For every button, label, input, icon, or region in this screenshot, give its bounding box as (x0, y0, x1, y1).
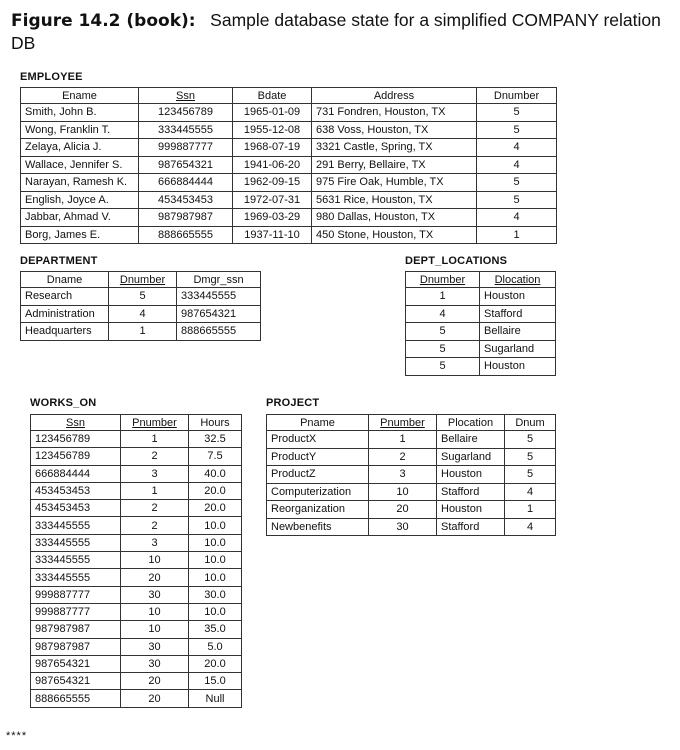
table-cell: Wong, Franklin T. (21, 121, 139, 139)
table-cell: 1965-01-09 (233, 104, 312, 122)
table-cell: 888665555 (31, 690, 121, 707)
table-row (267, 518, 556, 536)
table-cell: 2 (121, 500, 189, 517)
table-row (267, 483, 556, 501)
column-header (233, 88, 312, 104)
table-row (31, 690, 242, 707)
table-cell: 5 (505, 466, 556, 484)
table-cell: 5 (477, 174, 557, 192)
table-cell: 5 (477, 121, 557, 139)
table-cell: 975 Fire Oak, Humble, TX (312, 174, 477, 192)
table-cell: 453453453 (31, 500, 121, 517)
table-cell: 1955-12-08 (233, 121, 312, 139)
column-header-label: Ssn (176, 89, 195, 102)
table-row (406, 358, 556, 376)
table-cell: Bellaire (480, 323, 556, 341)
table-cell: Research (21, 288, 109, 306)
table-row (406, 288, 556, 306)
table-cell: 10 (121, 603, 189, 620)
dept-locations-label: DEPT_LOCATIONS (405, 255, 508, 267)
column-header-label: Dnum (515, 416, 545, 429)
table-cell: 123456789 (139, 104, 233, 122)
table-cell: 30 (121, 586, 189, 603)
table-cell: 1968-07-19 (233, 139, 312, 157)
table-row (31, 673, 242, 690)
table-cell: Zelaya, Alicia J. (21, 139, 139, 157)
table-cell: 2 (121, 448, 189, 465)
column-header-label: Dname (46, 273, 83, 286)
table-cell: Borg, James E. (21, 226, 139, 244)
table-row (31, 534, 242, 551)
table-row (21, 139, 557, 157)
column-header (31, 415, 121, 431)
table-cell: 5 (406, 358, 480, 376)
table-cell: Stafford (480, 305, 556, 323)
table-cell: 731 Fondren, Houston, TX (312, 104, 477, 122)
table-row (267, 448, 556, 466)
table-cell: 20.0 (189, 655, 242, 672)
column-header (177, 272, 261, 288)
column-header (406, 272, 480, 288)
table-row (31, 655, 242, 672)
dept-locations-table (405, 271, 556, 376)
column-header (109, 272, 177, 288)
table-cell: 20 (369, 501, 437, 519)
table-cell: Sugarland (437, 448, 505, 466)
table-cell: 1 (477, 226, 557, 244)
table-cell: Jabbar, Ahmad V. (21, 209, 139, 227)
table-row (31, 603, 242, 620)
table-cell: 5 (477, 104, 557, 122)
table-cell: 4 (477, 139, 557, 157)
column-header (505, 415, 556, 431)
column-header (312, 88, 477, 104)
table-cell: 4 (505, 483, 556, 501)
table-cell: 10 (121, 621, 189, 638)
table-row (267, 431, 556, 449)
column-header (139, 88, 233, 104)
table-cell: 10.0 (189, 517, 242, 534)
table-cell: 30 (121, 655, 189, 672)
table-cell: 1962-09-15 (233, 174, 312, 192)
table-cell: 1969-03-29 (233, 209, 312, 227)
project-label: PROJECT (266, 397, 320, 409)
table-cell: 20 (121, 673, 189, 690)
column-header-label: Bdate (257, 89, 287, 102)
table-row (406, 323, 556, 341)
table-cell: 888665555 (177, 323, 261, 341)
table-cell: 291 Berry, Bellaire, TX (312, 156, 477, 174)
project-table (266, 414, 556, 536)
table-cell: 333445555 (31, 569, 121, 586)
table-cell: 1 (109, 323, 177, 341)
table-cell: 1 (505, 501, 556, 519)
table-cell: 3 (121, 534, 189, 551)
column-header-label: Pname (300, 416, 335, 429)
table-cell: 15.0 (189, 673, 242, 690)
column-header (21, 272, 109, 288)
column-header (477, 88, 557, 104)
table-cell: 5631 Rice, Houston, TX (312, 191, 477, 209)
table-cell: ProductX (267, 431, 369, 449)
header-row (31, 415, 242, 431)
table-cell: 5 (406, 323, 480, 341)
table-cell: 333445555 (31, 534, 121, 551)
table-cell: Null (189, 690, 242, 707)
table-cell: ProductY (267, 448, 369, 466)
table-cell: 30 (369, 518, 437, 536)
table-row (31, 465, 242, 482)
table-cell: 987654321 (139, 156, 233, 174)
table-cell: 987654321 (31, 673, 121, 690)
table-cell: 10.0 (189, 552, 242, 569)
table-cell: 1972-07-31 (233, 191, 312, 209)
column-header (189, 415, 242, 431)
table-cell: Bellaire (437, 431, 505, 449)
header-row (267, 415, 556, 431)
header-row (21, 272, 261, 288)
table-cell: 4 (406, 305, 480, 323)
table-cell: Houston (437, 466, 505, 484)
department-label: DEPARTMENT (20, 255, 98, 267)
table-cell: 888665555 (139, 226, 233, 244)
table-row (21, 191, 557, 209)
table-row (31, 569, 242, 586)
column-header (369, 415, 437, 431)
table-cell: 10.0 (189, 603, 242, 620)
table-row (31, 500, 242, 517)
table-row (21, 288, 261, 306)
column-header-label: Dmgr_ssn (193, 273, 244, 286)
table-cell: 3 (121, 465, 189, 482)
table-cell: 333445555 (31, 552, 121, 569)
table-row (21, 226, 557, 244)
table-row (21, 156, 557, 174)
table-cell: 4 (109, 305, 177, 323)
column-header-label: Plocation (447, 416, 494, 429)
table-cell: 5.0 (189, 638, 242, 655)
table-cell: 987987987 (31, 621, 121, 638)
table-row (31, 586, 242, 603)
table-row (31, 638, 242, 655)
works-on-label: WORKS_ON (30, 397, 97, 409)
table-cell: 4 (505, 518, 556, 536)
table-row (31, 517, 242, 534)
column-header-label: Ename (62, 89, 97, 102)
column-header (267, 415, 369, 431)
figure-caption: Sample database state for a simplified COMPANY relation DB (11, 10, 661, 53)
table-cell: 1941-06-20 (233, 156, 312, 174)
table-cell: 10 (369, 483, 437, 501)
table-cell: 5 (406, 340, 480, 358)
table-cell: Wallace, Jennifer S. (21, 156, 139, 174)
table-cell: Administration (21, 305, 109, 323)
table-cell: 20 (121, 690, 189, 707)
works-on-table (30, 414, 242, 708)
table-cell: 1 (121, 482, 189, 499)
table-row (31, 431, 242, 448)
table-cell: 453453453 (31, 482, 121, 499)
table-cell: 20 (121, 569, 189, 586)
table-cell: 333445555 (31, 517, 121, 534)
table-cell: 333445555 (139, 121, 233, 139)
employee-label: EMPLOYEE (20, 71, 83, 83)
table-row (21, 104, 557, 122)
table-cell: 10.0 (189, 534, 242, 551)
table-row (21, 323, 261, 341)
table-cell: English, Joyce A. (21, 191, 139, 209)
table-cell: Stafford (437, 518, 505, 536)
column-header (437, 415, 505, 431)
table-cell: 30 (121, 638, 189, 655)
table-cell: 1937-11-10 (233, 226, 312, 244)
table-cell: 4 (477, 156, 557, 174)
table-cell: 10 (121, 552, 189, 569)
figure-label: Figure 14.2 (book): (11, 11, 196, 31)
table-cell: Narayan, Ramesh K. (21, 174, 139, 192)
table-cell: Reorganization (267, 501, 369, 519)
table-cell: Newbenefits (267, 518, 369, 536)
table-cell: Headquarters (21, 323, 109, 341)
column-header-label: Pnumber (132, 416, 177, 429)
column-header-label: Address (373, 89, 415, 102)
column-header-label: Dnumber (119, 273, 166, 286)
table-cell: 1 (406, 288, 480, 306)
table-cell: 5 (505, 431, 556, 449)
department-table (20, 271, 261, 341)
table-cell: Houston (437, 501, 505, 519)
table-cell: 987987987 (139, 209, 233, 227)
footer-note: **** (6, 730, 28, 742)
table-row (21, 209, 557, 227)
table-cell: 20.0 (189, 482, 242, 499)
table-row (406, 340, 556, 358)
column-header (21, 88, 139, 104)
table-cell: 123456789 (31, 431, 121, 448)
table-cell: 7.5 (189, 448, 242, 465)
table-cell: 2 (121, 517, 189, 534)
table-cell: Computerization (267, 483, 369, 501)
table-row (21, 174, 557, 192)
column-header-label: Hours (200, 416, 230, 429)
table-cell: 30.0 (189, 586, 242, 603)
column-header-label: Dnumber (419, 273, 466, 286)
table-row (31, 482, 242, 499)
table-cell: 450 Stone, Houston, TX (312, 226, 477, 244)
table-cell: 1 (121, 431, 189, 448)
table-cell: 666884444 (139, 174, 233, 192)
table-cell: 10.0 (189, 569, 242, 586)
figure-title (11, 9, 673, 54)
table-cell: 40.0 (189, 465, 242, 482)
table-row (406, 305, 556, 323)
table-cell: 123456789 (31, 448, 121, 465)
table-row (31, 448, 242, 465)
table-cell: 5 (505, 448, 556, 466)
table-cell: Houston (480, 358, 556, 376)
employee-table (20, 87, 557, 244)
table-row (31, 552, 242, 569)
column-header-label: Pnumber (380, 416, 425, 429)
table-cell: 32.5 (189, 431, 242, 448)
table-row (267, 466, 556, 484)
table-cell: Smith, John B. (21, 104, 139, 122)
table-cell: 987654321 (31, 655, 121, 672)
table-cell: 666884444 (31, 465, 121, 482)
table-cell: 999887777 (139, 139, 233, 157)
table-cell: 4 (477, 209, 557, 227)
table-cell: 453453453 (139, 191, 233, 209)
table-row (21, 121, 557, 139)
table-cell: 5 (109, 288, 177, 306)
table-cell: ProductZ (267, 466, 369, 484)
table-cell: Stafford (437, 483, 505, 501)
table-row (31, 621, 242, 638)
table-cell: 35.0 (189, 621, 242, 638)
table-cell: 999887777 (31, 603, 121, 620)
column-header (121, 415, 189, 431)
table-cell: 638 Voss, Houston, TX (312, 121, 477, 139)
table-cell: Houston (480, 288, 556, 306)
table-cell: 20.0 (189, 500, 242, 517)
table-cell: 3321 Castle, Spring, TX (312, 139, 477, 157)
column-header-label: Dlocation (494, 273, 541, 286)
column-header-label: Ssn (66, 416, 85, 429)
table-row (267, 501, 556, 519)
header-row (21, 88, 557, 104)
table-cell: Sugarland (480, 340, 556, 358)
table-row (21, 305, 261, 323)
table-cell: 2 (369, 448, 437, 466)
table-cell: 980 Dallas, Houston, TX (312, 209, 477, 227)
table-cell: 3 (369, 466, 437, 484)
table-cell: 999887777 (31, 586, 121, 603)
table-cell: 987987987 (31, 638, 121, 655)
table-cell: 987654321 (177, 305, 261, 323)
column-header (480, 272, 556, 288)
table-cell: 1 (369, 431, 437, 449)
table-cell: 333445555 (177, 288, 261, 306)
column-header-label: Dnumber (493, 89, 540, 102)
header-row (406, 272, 556, 288)
table-cell: 5 (477, 191, 557, 209)
